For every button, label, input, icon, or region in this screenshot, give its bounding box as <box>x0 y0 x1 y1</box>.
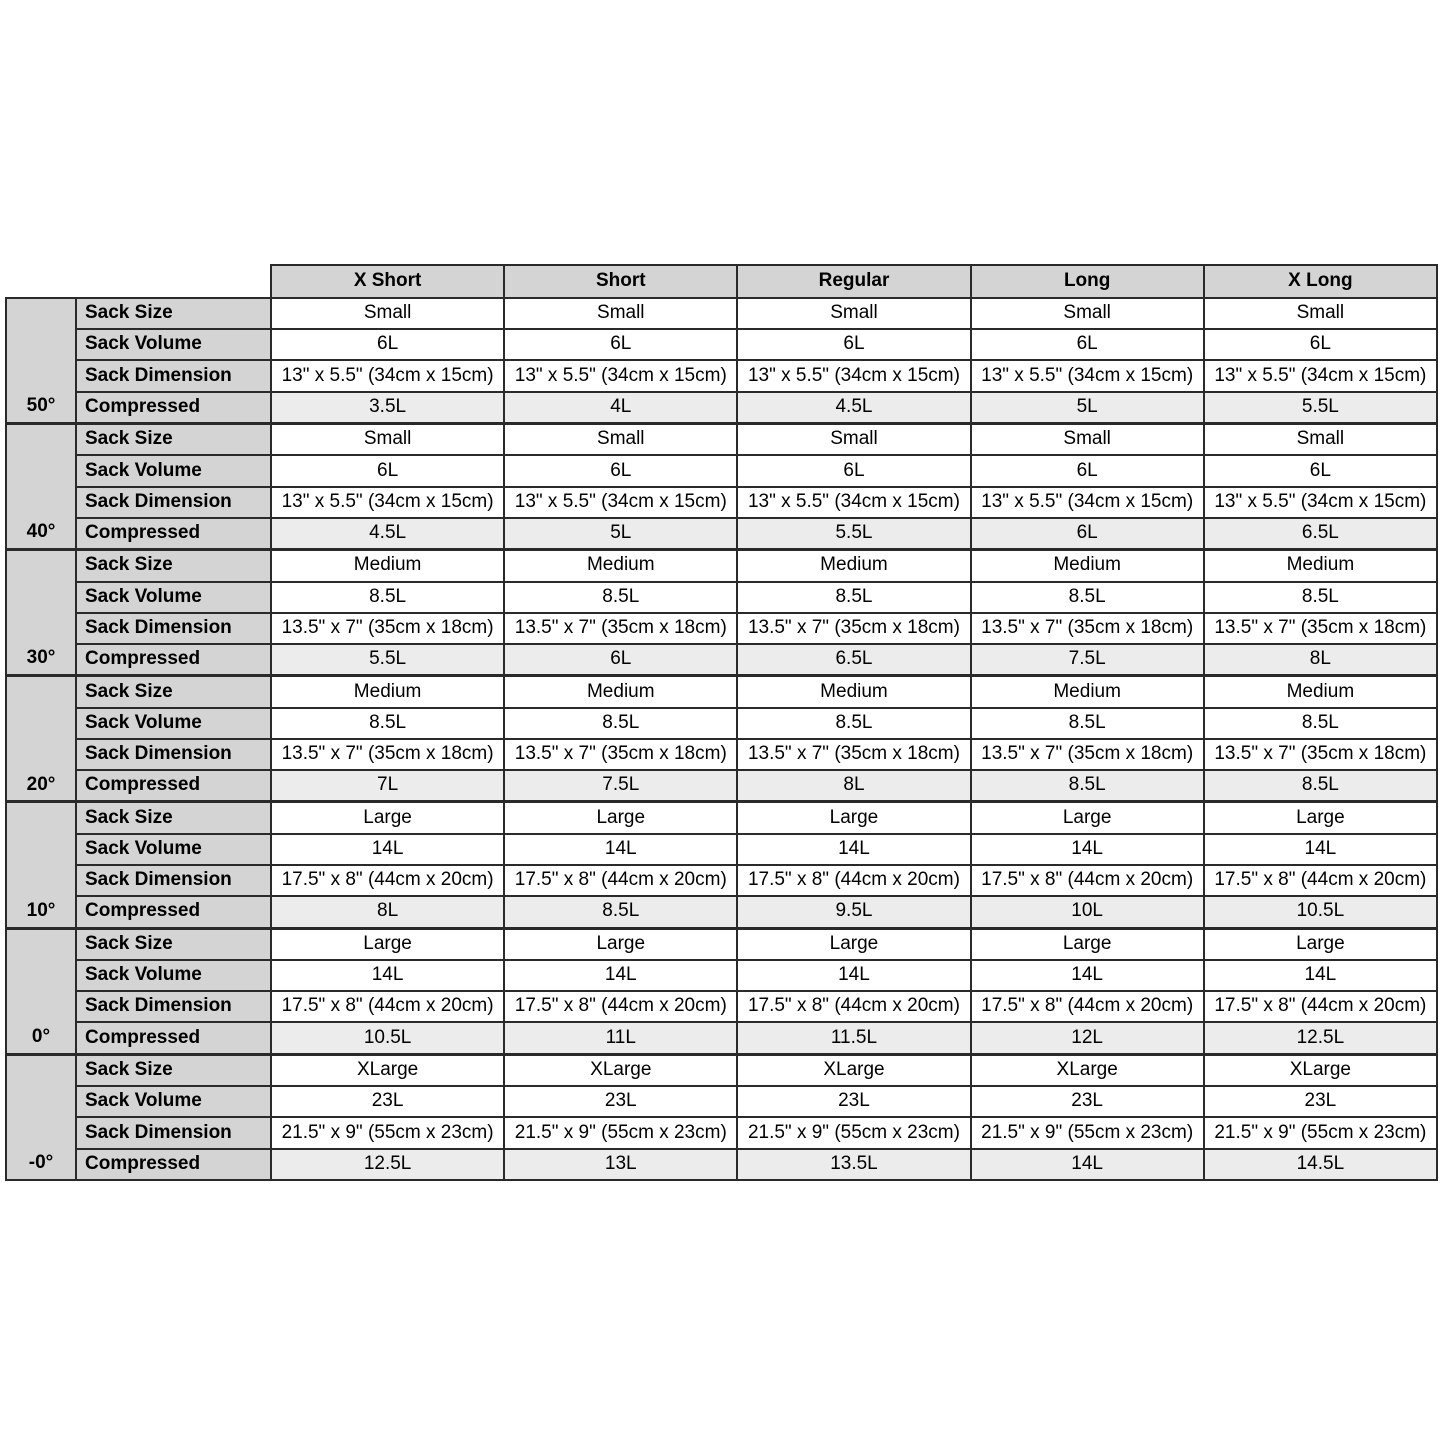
sack-size-cell: Medium <box>737 676 970 708</box>
table-row <box>6 1022 1437 1054</box>
compressed-cell: 7.5L <box>504 770 737 802</box>
sack-dimension-cell: 13.5" x 7" (35cm x 18cm) <box>971 739 1204 770</box>
sack-size-cell: Large <box>271 802 504 834</box>
sack-dimension-cell: 17.5" x 8" (44cm x 20cm) <box>971 865 1204 896</box>
compressed-cell: 8L <box>1204 644 1437 676</box>
sack-size-cell: Medium <box>971 550 1204 582</box>
compressed-cell: 10L <box>971 896 1204 928</box>
sack-size-cell: Small <box>971 298 1204 329</box>
sack-volume-cell: 23L <box>737 1086 970 1117</box>
sack-volume-cell: 6L <box>1204 455 1437 486</box>
table-row <box>6 708 1437 739</box>
sack-volume-cell: 14L <box>271 960 504 991</box>
sack-dimension-cell: 17.5" x 8" (44cm x 20cm) <box>737 865 970 896</box>
compressed-cell: 9.5L <box>737 896 970 928</box>
sack-dimension-cell: 13" x 5.5" (34cm x 15cm) <box>971 487 1204 518</box>
compressed-cell: 6L <box>504 644 737 676</box>
sack-volume-cell: 14L <box>971 960 1204 991</box>
sack-size-cell: XLarge <box>1204 1054 1437 1086</box>
compressed-cell: 5L <box>971 392 1204 424</box>
sack-size-cell: Medium <box>1204 676 1437 708</box>
blank-corner-temp <box>6 265 76 298</box>
table-row <box>6 298 1437 329</box>
table-row <box>6 518 1437 550</box>
table-row <box>6 928 1437 960</box>
sack-volume-cell: 8.5L <box>271 582 504 613</box>
sack-volume-cell: 14L <box>971 834 1204 865</box>
sack-size-cell: Medium <box>737 550 970 582</box>
row-label-cell: Sack Volume <box>76 455 271 486</box>
sack-volume-cell: 8.5L <box>971 582 1204 613</box>
row-label-cell: Compressed <box>76 770 271 802</box>
row-label-cell: Sack Volume <box>76 708 271 739</box>
sack-volume-cell: 14L <box>1204 960 1437 991</box>
sack-volume-cell: 6L <box>737 455 970 486</box>
sack-dimension-cell: 13" x 5.5" (34cm x 15cm) <box>271 360 504 391</box>
sack-volume-cell: 6L <box>1204 329 1437 360</box>
table-row <box>6 834 1437 865</box>
compressed-cell: 14.5L <box>1204 1149 1437 1180</box>
sack-size-chart <box>5 264 1438 1181</box>
sack-size-cell: XLarge <box>737 1054 970 1086</box>
row-label-cell: Sack Size <box>76 550 271 582</box>
sack-dimension-cell: 13.5" x 7" (35cm x 18cm) <box>737 613 970 644</box>
table-row <box>6 676 1437 708</box>
row-label-cell: Compressed <box>76 896 271 928</box>
row-label-cell: Sack Volume <box>76 960 271 991</box>
header-row <box>6 265 1437 298</box>
row-label-cell: Sack Size <box>76 802 271 834</box>
table-row <box>6 455 1437 486</box>
compressed-cell: 5.5L <box>271 644 504 676</box>
column-header-regular: Regular <box>737 265 970 298</box>
sack-size-cell: Small <box>504 298 737 329</box>
column-header-x-long: X Long <box>1204 265 1437 298</box>
sack-volume-cell: 14L <box>1204 834 1437 865</box>
sack-dimension-cell: 21.5" x 9" (55cm x 23cm) <box>271 1117 504 1148</box>
sack-dimension-cell: 21.5" x 9" (55cm x 23cm) <box>737 1117 970 1148</box>
sack-volume-cell: 23L <box>504 1086 737 1117</box>
row-label-cell: Sack Dimension <box>76 991 271 1022</box>
column-header-short: Short <box>504 265 737 298</box>
sack-dimension-cell: 13" x 5.5" (34cm x 15cm) <box>737 360 970 391</box>
sack-size-cell: Small <box>271 423 504 455</box>
sack-dimension-cell: 13.5" x 7" (35cm x 18cm) <box>271 613 504 644</box>
sack-volume-cell: 14L <box>504 834 737 865</box>
sack-volume-cell: 8.5L <box>504 582 737 613</box>
table-row <box>6 896 1437 928</box>
row-label-cell: Sack Dimension <box>76 1117 271 1148</box>
table-row <box>6 329 1437 360</box>
temperature-cell: 10° <box>6 802 76 928</box>
sack-dimension-cell: 21.5" x 9" (55cm x 23cm) <box>504 1117 737 1148</box>
compressed-cell: 6.5L <box>737 644 970 676</box>
sack-size-cell: Small <box>1204 423 1437 455</box>
row-label-cell: Sack Volume <box>76 582 271 613</box>
table-row <box>6 1054 1437 1086</box>
sack-size-cell: Large <box>971 928 1204 960</box>
sack-size-cell: Medium <box>271 550 504 582</box>
blank-corner-label <box>76 265 271 298</box>
row-label-cell: Sack Dimension <box>76 865 271 896</box>
column-header-x-short: X Short <box>271 265 504 298</box>
sack-volume-cell: 14L <box>737 960 970 991</box>
sack-size-cell: XLarge <box>271 1054 504 1086</box>
sack-volume-cell: 6L <box>971 329 1204 360</box>
sack-volume-cell: 6L <box>504 329 737 360</box>
row-label-cell: Sack Volume <box>76 834 271 865</box>
sack-dimension-cell: 13" x 5.5" (34cm x 15cm) <box>1204 487 1437 518</box>
compressed-cell: 14L <box>971 1149 1204 1180</box>
row-label-cell: Compressed <box>76 644 271 676</box>
sack-volume-cell: 23L <box>1204 1086 1437 1117</box>
sack-volume-cell: 8.5L <box>737 708 970 739</box>
sack-volume-cell: 8.5L <box>504 708 737 739</box>
sack-size-cell: Small <box>504 423 737 455</box>
table-row <box>6 550 1437 582</box>
temperature-cell: -0° <box>6 1054 76 1180</box>
sack-dimension-cell: 13" x 5.5" (34cm x 15cm) <box>1204 360 1437 391</box>
compressed-cell: 4L <box>504 392 737 424</box>
sack-dimension-cell: 13" x 5.5" (34cm x 15cm) <box>504 360 737 391</box>
compressed-cell: 5.5L <box>737 518 970 550</box>
sack-dimension-cell: 17.5" x 8" (44cm x 20cm) <box>1204 991 1437 1022</box>
row-label-cell: Sack Volume <box>76 1086 271 1117</box>
sack-dimension-cell: 13.5" x 7" (35cm x 18cm) <box>1204 613 1437 644</box>
row-label-cell: Sack Size <box>76 298 271 329</box>
compressed-cell: 5L <box>504 518 737 550</box>
sack-size-cell: Medium <box>271 676 504 708</box>
row-label-cell: Compressed <box>76 392 271 424</box>
sack-dimension-cell: 13" x 5.5" (34cm x 15cm) <box>737 487 970 518</box>
sack-size-cell: Large <box>271 928 504 960</box>
sack-size-cell: Large <box>737 802 970 834</box>
compressed-cell: 6L <box>971 518 1204 550</box>
sack-volume-cell: 6L <box>271 329 504 360</box>
sack-size-cell: Medium <box>971 676 1204 708</box>
table-row <box>6 739 1437 770</box>
temperature-cell: 20° <box>6 676 76 802</box>
compressed-cell: 11L <box>504 1022 737 1054</box>
sack-volume-cell: 14L <box>271 834 504 865</box>
sack-size-cell: Small <box>1204 298 1437 329</box>
compressed-cell: 4.5L <box>271 518 504 550</box>
sack-dimension-cell: 17.5" x 8" (44cm x 20cm) <box>271 991 504 1022</box>
compressed-cell: 10.5L <box>1204 896 1437 928</box>
row-label-cell: Sack Size <box>76 676 271 708</box>
sack-volume-cell: 8.5L <box>1204 582 1437 613</box>
compressed-cell: 4.5L <box>737 392 970 424</box>
sack-dimension-cell: 17.5" x 8" (44cm x 20cm) <box>504 991 737 1022</box>
sack-volume-cell: 6L <box>504 455 737 486</box>
table-row <box>6 991 1437 1022</box>
sack-volume-cell: 6L <box>737 329 970 360</box>
compressed-cell: 11.5L <box>737 1022 970 1054</box>
sack-volume-cell: 8.5L <box>271 708 504 739</box>
sack-dimension-cell: 13" x 5.5" (34cm x 15cm) <box>504 487 737 518</box>
table-row <box>6 392 1437 424</box>
sack-size-cell: Large <box>504 802 737 834</box>
sack-dimension-cell: 17.5" x 8" (44cm x 20cm) <box>271 865 504 896</box>
sack-size-cell: Medium <box>504 550 737 582</box>
temperature-cell: 40° <box>6 423 76 549</box>
compressed-cell: 8L <box>737 770 970 802</box>
sack-dimension-cell: 17.5" x 8" (44cm x 20cm) <box>971 991 1204 1022</box>
column-header-long: Long <box>971 265 1204 298</box>
row-label-cell: Compressed <box>76 518 271 550</box>
sack-dimension-cell: 13.5" x 7" (35cm x 18cm) <box>504 613 737 644</box>
table-row <box>6 865 1437 896</box>
table-row <box>6 960 1437 991</box>
sack-dimension-cell: 17.5" x 8" (44cm x 20cm) <box>1204 865 1437 896</box>
sack-dimension-cell: 13.5" x 7" (35cm x 18cm) <box>737 739 970 770</box>
sack-size-cell: Small <box>737 423 970 455</box>
row-label-cell: Sack Dimension <box>76 487 271 518</box>
compressed-cell: 8.5L <box>971 770 1204 802</box>
sack-volume-cell: 23L <box>271 1086 504 1117</box>
sack-size-cell: XLarge <box>971 1054 1204 1086</box>
row-label-cell: Compressed <box>76 1022 271 1054</box>
size-chart-table <box>5 264 1438 1181</box>
row-label-cell: Compressed <box>76 1149 271 1180</box>
sack-size-cell: Large <box>971 802 1204 834</box>
sack-dimension-cell: 17.5" x 8" (44cm x 20cm) <box>504 865 737 896</box>
sack-dimension-cell: 21.5" x 9" (55cm x 23cm) <box>971 1117 1204 1148</box>
row-label-cell: Sack Dimension <box>76 360 271 391</box>
compressed-cell: 5.5L <box>1204 392 1437 424</box>
row-label-cell: Sack Size <box>76 1054 271 1086</box>
sack-dimension-cell: 13.5" x 7" (35cm x 18cm) <box>1204 739 1437 770</box>
row-label-cell: Sack Dimension <box>76 739 271 770</box>
sack-size-cell: Small <box>971 423 1204 455</box>
compressed-cell: 6.5L <box>1204 518 1437 550</box>
compressed-cell: 12.5L <box>1204 1022 1437 1054</box>
sack-size-cell: Small <box>271 298 504 329</box>
sack-size-cell: Medium <box>1204 550 1437 582</box>
compressed-cell: 8L <box>271 896 504 928</box>
compressed-cell: 13L <box>504 1149 737 1180</box>
compressed-cell: 12.5L <box>271 1149 504 1180</box>
sack-size-cell: Large <box>1204 802 1437 834</box>
compressed-cell: 8.5L <box>1204 770 1437 802</box>
table-row <box>6 423 1437 455</box>
row-label-cell: Sack Volume <box>76 329 271 360</box>
compressed-cell: 10.5L <box>271 1022 504 1054</box>
compressed-cell: 13.5L <box>737 1149 970 1180</box>
sack-volume-cell: 8.5L <box>1204 708 1437 739</box>
compressed-cell: 7.5L <box>971 644 1204 676</box>
temperature-cell: 0° <box>6 928 76 1054</box>
table-row <box>6 802 1437 834</box>
row-label-cell: Sack Dimension <box>76 613 271 644</box>
sack-volume-cell: 6L <box>971 455 1204 486</box>
sack-size-cell: Large <box>504 928 737 960</box>
sack-dimension-cell: 13.5" x 7" (35cm x 18cm) <box>271 739 504 770</box>
sack-volume-cell: 14L <box>504 960 737 991</box>
table-row <box>6 487 1437 518</box>
compressed-cell: 7L <box>271 770 504 802</box>
sack-volume-cell: 23L <box>971 1086 1204 1117</box>
sack-dimension-cell: 17.5" x 8" (44cm x 20cm) <box>737 991 970 1022</box>
sack-size-cell: Medium <box>504 676 737 708</box>
temperature-cell: 50° <box>6 298 76 423</box>
compressed-cell: 12L <box>971 1022 1204 1054</box>
compressed-cell: 3.5L <box>271 392 504 424</box>
table-row <box>6 1086 1437 1117</box>
sack-size-cell: Large <box>1204 928 1437 960</box>
sack-dimension-cell: 13.5" x 7" (35cm x 18cm) <box>971 613 1204 644</box>
sack-size-cell: Large <box>737 928 970 960</box>
sack-volume-cell: 8.5L <box>737 582 970 613</box>
table-row <box>6 613 1437 644</box>
table-row <box>6 1149 1437 1180</box>
sack-volume-cell: 6L <box>271 455 504 486</box>
sack-volume-cell: 14L <box>737 834 970 865</box>
row-label-cell: Sack Size <box>76 928 271 960</box>
sack-dimension-cell: 13" x 5.5" (34cm x 15cm) <box>271 487 504 518</box>
table-row <box>6 582 1437 613</box>
sack-size-cell: Small <box>737 298 970 329</box>
table-row <box>6 644 1437 676</box>
row-label-cell: Sack Size <box>76 423 271 455</box>
table-row <box>6 770 1437 802</box>
temperature-cell: 30° <box>6 550 76 676</box>
sack-dimension-cell: 13.5" x 7" (35cm x 18cm) <box>504 739 737 770</box>
table-row <box>6 360 1437 391</box>
compressed-cell: 8.5L <box>504 896 737 928</box>
sack-size-cell: XLarge <box>504 1054 737 1086</box>
sack-dimension-cell: 21.5" x 9" (55cm x 23cm) <box>1204 1117 1437 1148</box>
sack-dimension-cell: 13" x 5.5" (34cm x 15cm) <box>971 360 1204 391</box>
table-row <box>6 1117 1437 1148</box>
sack-volume-cell: 8.5L <box>971 708 1204 739</box>
spec-table-body <box>6 298 1437 1180</box>
